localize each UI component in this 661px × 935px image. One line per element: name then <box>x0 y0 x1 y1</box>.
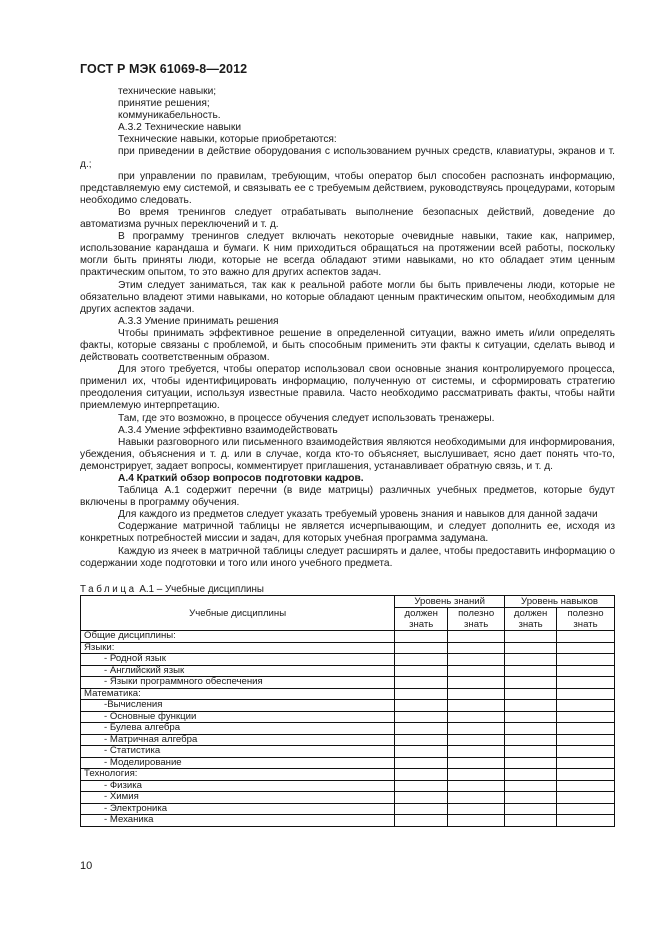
col-header-skills-must: должен знать <box>505 608 557 631</box>
matrix-cell <box>557 723 615 735</box>
table-row <box>81 723 615 735</box>
matrix-cell <box>448 631 505 643</box>
matrix-cell <box>448 642 505 654</box>
matrix-cell <box>448 792 505 804</box>
discipline-name: - Химия <box>81 792 395 804</box>
matrix-cell <box>395 642 448 654</box>
matrix-cell <box>505 677 557 689</box>
discipline-name: - Моделирование <box>81 757 395 769</box>
matrix-cell <box>505 757 557 769</box>
table-row <box>81 677 615 689</box>
discipline-name: - Физика <box>81 780 395 792</box>
col-header-skills-level: Уровень навыков <box>505 596 615 608</box>
table-row <box>81 642 615 654</box>
matrix-cell <box>395 665 448 677</box>
discipline-name: Математика: <box>81 688 395 700</box>
matrix-cell <box>505 711 557 723</box>
matrix-cell <box>505 654 557 666</box>
col-header-disciplines: Учебные дисциплины <box>81 596 395 631</box>
matrix-cell <box>395 815 448 827</box>
col-header-skills-useful: полезно знать <box>557 608 615 631</box>
matrix-cell <box>557 803 615 815</box>
matrix-cell <box>395 769 448 781</box>
document-header: ГОСТ Р МЭК 61069-8—2012 <box>80 62 248 76</box>
matrix-cell <box>448 665 505 677</box>
disciplines-table <box>80 595 615 827</box>
matrix-cell <box>395 700 448 712</box>
matrix-cell <box>448 654 505 666</box>
matrix-cell <box>395 734 448 746</box>
paragraph: при приведении в действие оборудования с использованием ручных средств, клавиатуры, экранов и т. д.; <box>80 146 615 170</box>
matrix-cell <box>448 734 505 746</box>
matrix-cell <box>557 757 615 769</box>
table-row <box>81 769 615 781</box>
paragraph: Этим следует заниматься, так как к реальной работе могли бы быть привлечены люди, которые не обязательно владеют этими навыками, но которые обладают ценным практическим опытом, необходимым для других аспектов задачи. <box>80 279 615 315</box>
matrix-cell <box>395 803 448 815</box>
matrix-cell <box>448 746 505 758</box>
paragraph: А.3.3 Умение принимать решения <box>118 315 279 327</box>
table-row <box>81 711 615 723</box>
paragraph: Таблица А.1 содержит перечни (в виде матрицы) различных учебных предметов, которые будут включены в программу обучения. <box>80 485 615 509</box>
table-row <box>81 815 615 827</box>
matrix-cell <box>395 654 448 666</box>
matrix-cell <box>505 700 557 712</box>
paragraph: В программу тренингов следует включать некоторые очевидные навыки, такие как, например, использование карандаша и бумаги. К ним приходиться обращаться на протяжении всей работы, поскольку могли быть приняты люди, которые не всегда обладают этими навыками, но кто обладает этим ценным практическим опытом, то это важно для других аспектов задач. <box>80 231 615 279</box>
matrix-cell <box>448 688 505 700</box>
matrix-cell <box>557 654 615 666</box>
discipline-name: - Родной язык <box>81 654 395 666</box>
discipline-name: - Булева алгебра <box>81 723 395 735</box>
discipline-name: - Механика <box>81 815 395 827</box>
matrix-cell <box>448 757 505 769</box>
matrix-cell <box>395 723 448 735</box>
discipline-name: - Языки программного обеспечения <box>81 677 395 689</box>
paragraph: коммуникабельность. <box>118 110 221 122</box>
matrix-cell <box>557 792 615 804</box>
matrix-cell <box>557 734 615 746</box>
table-caption-title: А.1 – Учебные дисциплины <box>136 584 264 595</box>
paragraph: Чтобы принимать эффективное решение в определенной ситуации, важно иметь и/или определять факты, которые связаны с проблемой, и быть способным применить эти факты к ситуации, сделать вывод и действовать соответственным образом. <box>80 327 615 364</box>
table-caption-prefix: Таблица <box>80 584 137 595</box>
matrix-cell <box>395 711 448 723</box>
matrix-cell <box>557 711 615 723</box>
matrix-cell <box>505 665 557 677</box>
matrix-cell <box>395 757 448 769</box>
table-row <box>81 665 615 677</box>
table-row <box>81 746 615 758</box>
discipline-name: - Электроника <box>81 803 395 815</box>
matrix-cell <box>505 769 557 781</box>
table-row <box>81 780 615 792</box>
matrix-cell <box>395 792 448 804</box>
paragraph: Содержание матричной таблицы не является исчерпывающим, и следует дополнить ее, исходя из конкретных потребностей миссии и задач, для которых учебная программа задумана. <box>80 521 615 545</box>
discipline-name: Технология: <box>81 769 395 781</box>
paragraph: А.4 Краткий обзор вопросов подготовки кадров. <box>118 473 364 484</box>
table-row <box>81 654 615 666</box>
discipline-name: - Матричная алгебра <box>81 734 395 746</box>
table-row <box>81 792 615 804</box>
col-header-knowledge-level: Уровень знаний <box>395 596 505 608</box>
discipline-name: Общие дисциплины: <box>81 631 395 643</box>
paragraph: Во время тренингов следует отрабатывать выполнение безопасных действий, доведение до автоматизма ручных переключений и т. д. <box>80 206 615 231</box>
paragraph: А.3.2 Технические навыки <box>118 122 242 134</box>
paragraph: Навыки разговорного или письменного взаимодействия являются необходимыми для информирования, убеждения, объяснения и т. д. или в случае, когда кто-то объясняет, выслушивает, ясно дает понять что-то, демонстрирует, задает вопросы, комментирует приглашения, устанавливает обратную связь, и т. д. <box>80 436 615 472</box>
matrix-cell <box>395 677 448 689</box>
document-body <box>80 86 615 570</box>
paragraph: технические навыки; <box>118 86 217 97</box>
matrix-cell <box>557 665 615 677</box>
paragraph: при управлении по правилам, требующим, чтобы оператор был способен распознать информацию, представляемую ему системой, и связывать ее с требуемым действием, руководствуясь процедурами, которым необходимо следовать. <box>80 170 615 206</box>
matrix-cell <box>395 780 448 792</box>
matrix-cell <box>395 688 448 700</box>
discipline-name: - Статистика <box>81 746 395 758</box>
discipline-name: Языки: <box>81 642 395 654</box>
matrix-cell <box>448 677 505 689</box>
table-caption <box>80 584 264 595</box>
matrix-cell <box>448 780 505 792</box>
matrix-cell <box>557 746 615 758</box>
matrix-cell <box>505 642 557 654</box>
paragraph: Технические навыки, которые приобретаются: <box>118 134 337 146</box>
matrix-cell <box>505 792 557 804</box>
paragraph: Для каждого из предметов следует указать требуемый уровень знания и навыков для данной задачи <box>118 509 598 521</box>
matrix-cell <box>557 688 615 700</box>
table-row <box>81 757 615 769</box>
matrix-cell <box>505 780 557 792</box>
matrix-cell <box>448 815 505 827</box>
matrix-cell <box>557 769 615 781</box>
matrix-cell <box>448 711 505 723</box>
discipline-name: -Вычисления <box>81 700 395 712</box>
matrix-cell <box>557 700 615 712</box>
matrix-cell <box>448 700 505 712</box>
matrix-cell <box>505 815 557 827</box>
table-row <box>81 688 615 700</box>
matrix-cell <box>557 780 615 792</box>
paragraph: Для этого требуется, чтобы оператор использовал свои основные знания контролируемого процесса, применил их, чтобы идентифицировать информацию, полученную от системы, и сформировать стратегию преодоления ситуации, используя известные правила. Часто необходимо рассматривать факты, чтобы найти приемлемую интерпретацию. <box>80 364 615 412</box>
matrix-cell <box>505 734 557 746</box>
matrix-cell <box>395 631 448 643</box>
paragraph: принятие решения; <box>118 98 210 110</box>
matrix-cell <box>557 815 615 827</box>
col-header-knowledge-useful: полезно знать <box>448 608 505 631</box>
paragraph: А.3.4 Умение эффективно взаимодействовать <box>118 424 338 436</box>
matrix-cell <box>505 688 557 700</box>
paragraph: Там, где это возможно, в процессе обучения следует использовать тренажеры. <box>118 412 495 424</box>
matrix-cell <box>505 723 557 735</box>
table-row <box>81 734 615 746</box>
matrix-cell <box>557 631 615 643</box>
col-header-knowledge-must: должен знать <box>395 608 448 631</box>
matrix-cell <box>448 723 505 735</box>
matrix-cell <box>557 677 615 689</box>
matrix-cell <box>505 631 557 643</box>
matrix-cell <box>448 803 505 815</box>
discipline-name: - Основные функции <box>81 711 395 723</box>
matrix-cell <box>557 642 615 654</box>
discipline-name: - Английский язык <box>81 665 395 677</box>
page-number: 10 <box>80 860 93 872</box>
table-row <box>81 631 615 643</box>
matrix-cell <box>505 746 557 758</box>
matrix-cell <box>395 746 448 758</box>
matrix-cell <box>448 769 505 781</box>
table-row <box>81 803 615 815</box>
table-row <box>81 700 615 712</box>
matrix-cell <box>505 803 557 815</box>
paragraph: Каждую из ячеек в матричной таблицы следует расширять и далее, чтобы предоставить информацию о содержании ходе подготовки и того или иного учебного предмета. <box>80 545 615 569</box>
